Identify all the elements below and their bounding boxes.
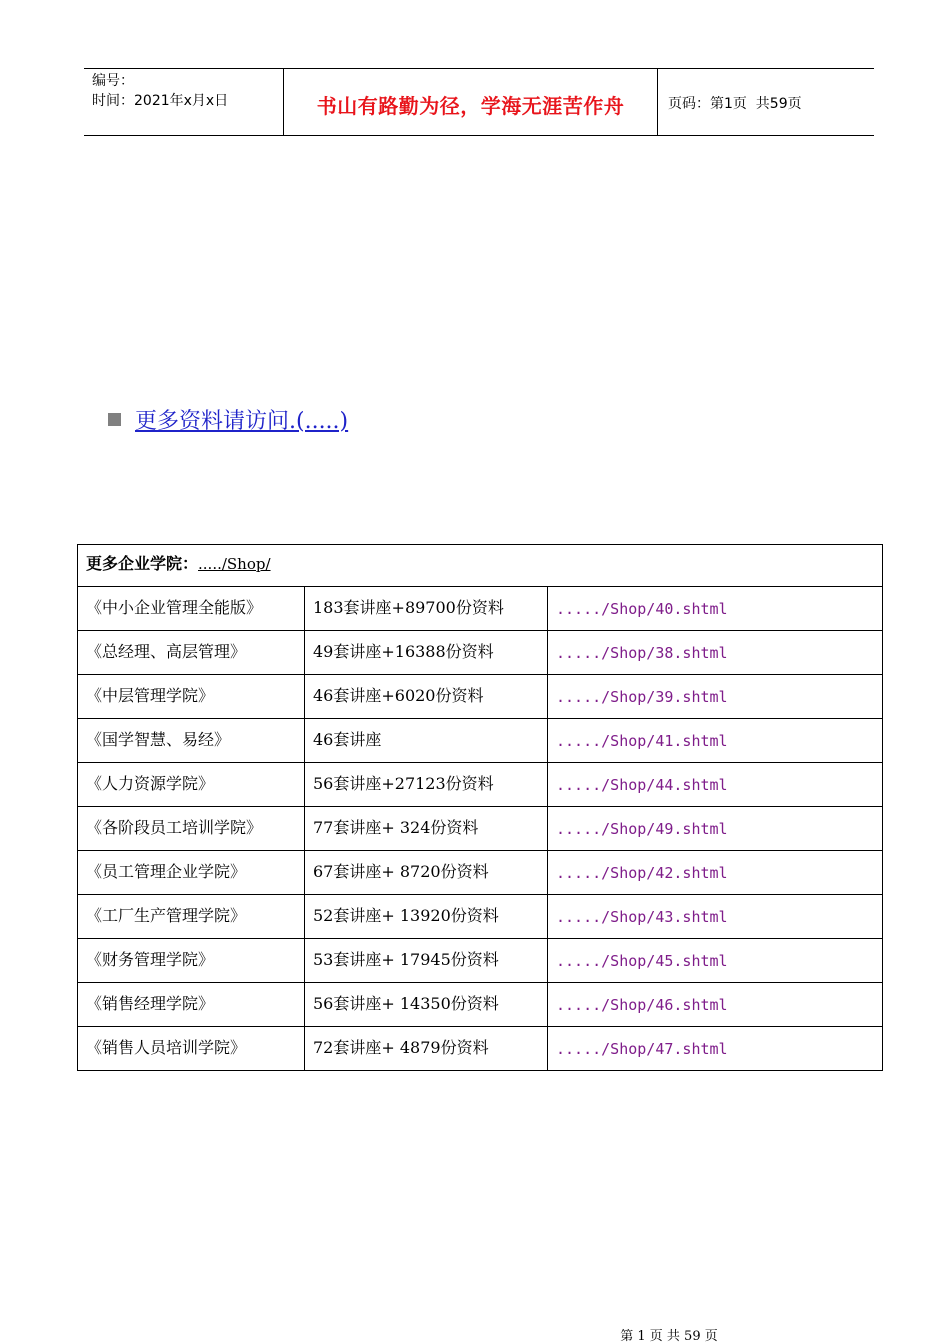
course-description: 46套讲座+6020份资料 — [305, 675, 548, 719]
course-url[interactable]: ...../Shop/46.shtml — [548, 983, 883, 1027]
course-url[interactable]: ...../Shop/42.shtml — [548, 851, 883, 895]
course-name: 《工厂生产管理学院》 — [78, 895, 305, 939]
course-url[interactable]: ...../Shop/41.shtml — [548, 719, 883, 763]
table-row — [78, 587, 883, 631]
course-name: 《人力资源学院》 — [78, 763, 305, 807]
course-url[interactable]: ...../Shop/49.shtml — [548, 807, 883, 851]
table-caption — [78, 545, 883, 587]
course-description: 49套讲座+16388份资料 — [305, 631, 548, 675]
course-name: 《销售人员培训学院》 — [78, 1027, 305, 1071]
header-page-info — [658, 69, 874, 135]
course-description: 77套讲座+ 324份资料 — [305, 807, 548, 851]
course-url[interactable]: ...../Shop/43.shtml — [548, 895, 883, 939]
course-name: 《销售经理学院》 — [78, 983, 305, 1027]
course-url[interactable]: ...../Shop/38.shtml — [548, 631, 883, 675]
course-url[interactable]: ...../Shop/45.shtml — [548, 939, 883, 983]
table-row — [78, 1027, 883, 1071]
course-name: 《员工管理企业学院》 — [78, 851, 305, 895]
table-row — [78, 939, 883, 983]
course-name: 《中层管理学院》 — [78, 675, 305, 719]
table-row — [78, 675, 883, 719]
course-url[interactable]: ...../Shop/44.shtml — [548, 763, 883, 807]
course-name: 《各阶段员工培训学院》 — [78, 807, 305, 851]
table-row — [78, 719, 883, 763]
caption-label: 更多企业学院： — [86, 554, 199, 573]
course-description: 183套讲座+89700份资料 — [305, 587, 548, 631]
course-name: 《中小企业管理全能版》 — [78, 587, 305, 631]
course-description: 72套讲座+ 4879份资料 — [305, 1027, 548, 1071]
table-caption-row — [78, 545, 883, 587]
course-description: 56套讲座+ 14350份资料 — [305, 983, 548, 1027]
course-url[interactable]: ...../Shop/40.shtml — [548, 587, 883, 631]
page-footer — [0, 1325, 950, 1344]
table-row — [78, 763, 883, 807]
table-row — [78, 807, 883, 851]
visit-row — [108, 404, 348, 435]
time-label: 时间：2021年x月x日 — [92, 93, 229, 109]
visit-link[interactable]: 更多资料请访问.(.....) — [135, 409, 349, 434]
number-label: 编号： — [92, 73, 134, 89]
caption-link[interactable]: ...../Shop/ — [198, 555, 271, 573]
course-name: 《国学智慧、易经》 — [78, 719, 305, 763]
course-description: 67套讲座+ 8720份资料 — [305, 851, 548, 895]
course-name: 《总经理、高层管理》 — [78, 631, 305, 675]
course-name: 《财务管理学院》 — [78, 939, 305, 983]
header-motto: 书山有路勤为径，学海无涯苦作舟 — [284, 69, 658, 135]
table-row — [78, 983, 883, 1027]
page-label: 页码：第1页 共59页 — [668, 96, 802, 112]
course-description: 53套讲座+ 17945份资料 — [305, 939, 548, 983]
course-description: 52套讲座+ 13920份资料 — [305, 895, 548, 939]
page-header — [84, 68, 874, 136]
header-meta — [84, 69, 284, 135]
course-url[interactable]: ...../Shop/39.shtml — [548, 675, 883, 719]
table-row — [78, 631, 883, 675]
shop-table — [77, 544, 883, 1071]
table-row — [78, 895, 883, 939]
course-description: 46套讲座 — [305, 719, 548, 763]
course-url[interactable]: ...../Shop/47.shtml — [548, 1027, 883, 1071]
table-row — [78, 851, 883, 895]
course-description: 56套讲座+27123份资料 — [305, 763, 548, 807]
square-bullet-icon — [108, 413, 121, 426]
footer-page-number: 第 1 页 共 59 页 — [620, 1329, 718, 1344]
